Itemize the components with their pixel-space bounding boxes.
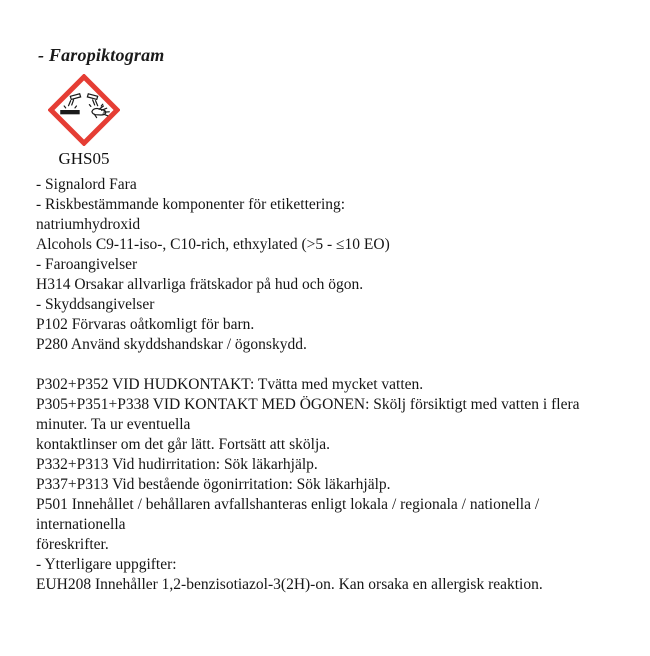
text-line-p102: P102 Förvaras oåtkomligt för barn. [36,316,255,333]
text-line-component-1: natriumhydroxid [36,216,141,233]
text-line-risk-components: - Riskbestämmande komponenter för etikettering: [36,196,346,213]
label-text-block [36,175,640,595]
section-title: - Faropiktogram [38,45,165,65]
text-line-p332: P332+P313 Vid hudirritation: Sök läkarhjälp. [36,456,318,473]
text-line-p337: P337+P313 Vid bestående ögonirritation: Sök läkarhjälp. [36,476,391,493]
text-line-p305-2: minuter. Ta ur eventuella [36,416,191,433]
text-line-p280: P280 Använd skyddshandskar / ögonskydd. [36,336,307,353]
text-line-p302: P302+P352 VID HUDKONTAKT: Tvätta med mycket vatten. [36,376,424,393]
text-line-precaution-heading: - Skyddsangivelser [36,296,155,313]
text-line-p501-1: P501 Innehållet / behållaren avfallshanteras enligt lokala / regionala / nationella / [36,496,540,513]
text-line-p305-1: P305+P351+P338 VID KONTAKT MED ÖGONEN: Skölj försiktigt med vatten i flera [36,396,580,413]
ghs05-pictogram [48,74,120,169]
text-line-component-2: Alcohols C9-11-iso-, C10-rich, ethxylated (>5 - ≤10 EO) [36,236,390,253]
text-line-hazard-heading: - Faroangivelser [36,256,138,273]
text-line-p501-2: internationella [36,516,126,533]
text-line-additional-heading: - Ytterligare uppgifter: [36,556,177,573]
corrosion-icon [48,74,120,146]
text-line-signalword: - Signalord Fara [36,176,137,193]
text-line-blank [36,355,640,375]
text-line-h314: H314 Orsakar allvarliga frätskador på hud och ögon. [36,276,364,293]
surface-bar [60,110,79,114]
text-line-euh208: EUH208 Innehåller 1,2-benzisotiazol-3(2H)-on. Kan orsaka en allergisk reaktion. [36,576,543,593]
text-line-p501-3: föreskrifter. [36,536,109,553]
text-line-p305-3: kontaktlinser om det går lätt. Fortsätt att skölja. [36,436,331,453]
pictogram-code: GHS05 [58,149,110,168]
